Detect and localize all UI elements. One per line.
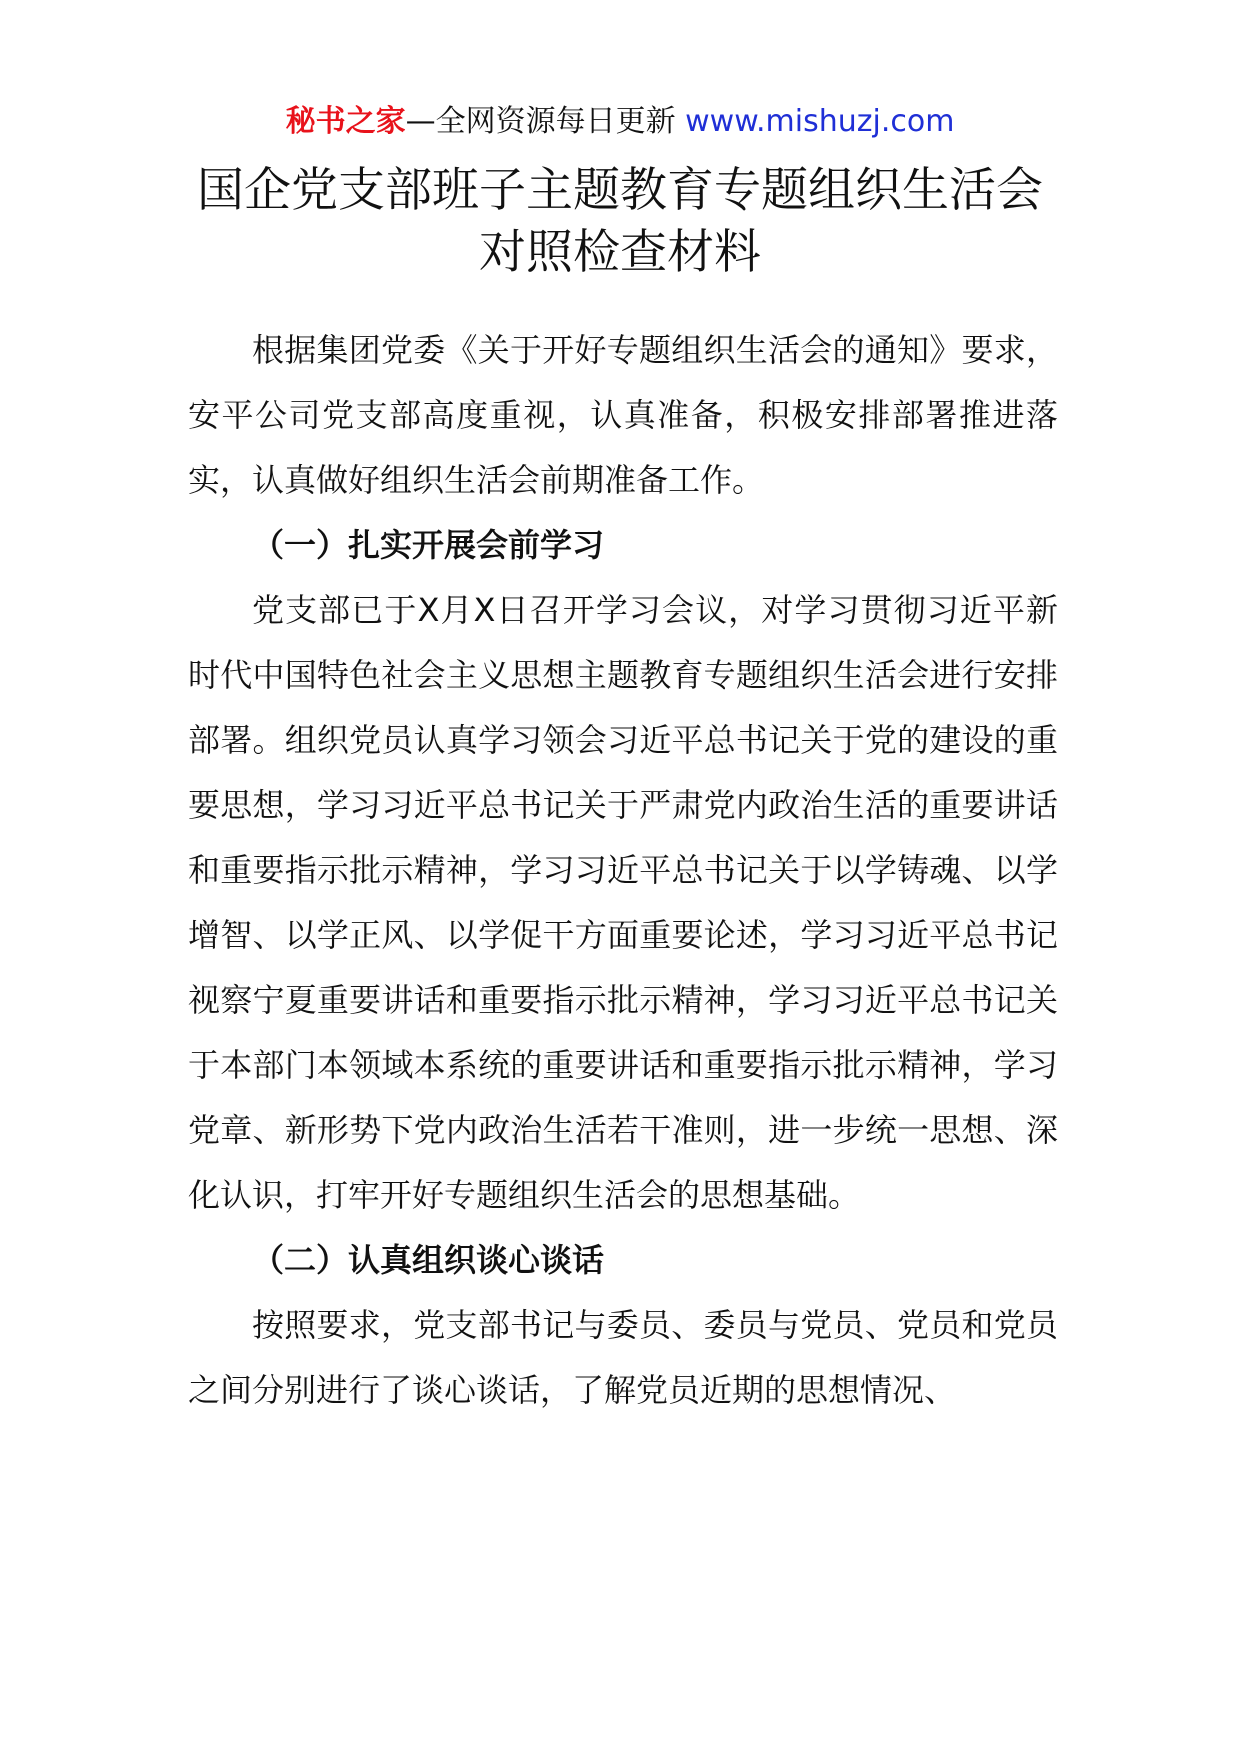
- section-heading-2: （二）认真组织谈心谈话: [252, 1241, 605, 1279]
- brand-name: 秘书之家: [285, 104, 406, 139]
- header-tagline: —全网资源每日更新: [405, 104, 676, 139]
- site-header: [0, 100, 1240, 144]
- document-title: [0, 160, 1240, 284]
- section-body-2: 按照要求，党支部书记与委员、委员与党员、党员和党员之间分别进行了谈心谈话，了解党员近期的思想情况、: [188, 1306, 1058, 1409]
- intro-paragraph: 根据集团党委《关于开好专题组织生活会的通知》要求，安平公司党支部高度重视，认真准备，积极安排部署推进落实，认真做好组织生活会前期准备工作。: [188, 331, 1058, 499]
- title-line-2: 对照检查材料: [479, 225, 761, 280]
- section-heading-1: （一）扎实开展会前学习: [252, 526, 605, 564]
- document-body: [188, 318, 1058, 1423]
- site-url-link[interactable]: www.mishuzj.com: [685, 104, 955, 139]
- section-body-1: 党支部已于X月X日召开学习会议，对学习贯彻习近平新时代中国特色社会主义思想主题教育专题组织生活会进行安排部署。组织党员认真学习领会习近平总书记关于党的建设的重要思想，学习习近平总书记关于严肃党内政治生活的重要讲话和重要指示批示精神，学习习近平总书记关于以学铸魂、以学增智、以学正风、以学促干方面重要论述，学习习近平总书记视察宁夏重要讲话和重要指示批示精神，学习习近平总书记关于本部门本领域本系统的重要讲话和重要指示批示精神，学习党章、新形势下党内政治生活若干准则，进一步统一思想、深化认识，打牢开好专题组织生活会的思想基础。: [188, 591, 1058, 1214]
- title-line-1: 国企党支部班子主题教育专题组织生活会: [197, 163, 1043, 218]
